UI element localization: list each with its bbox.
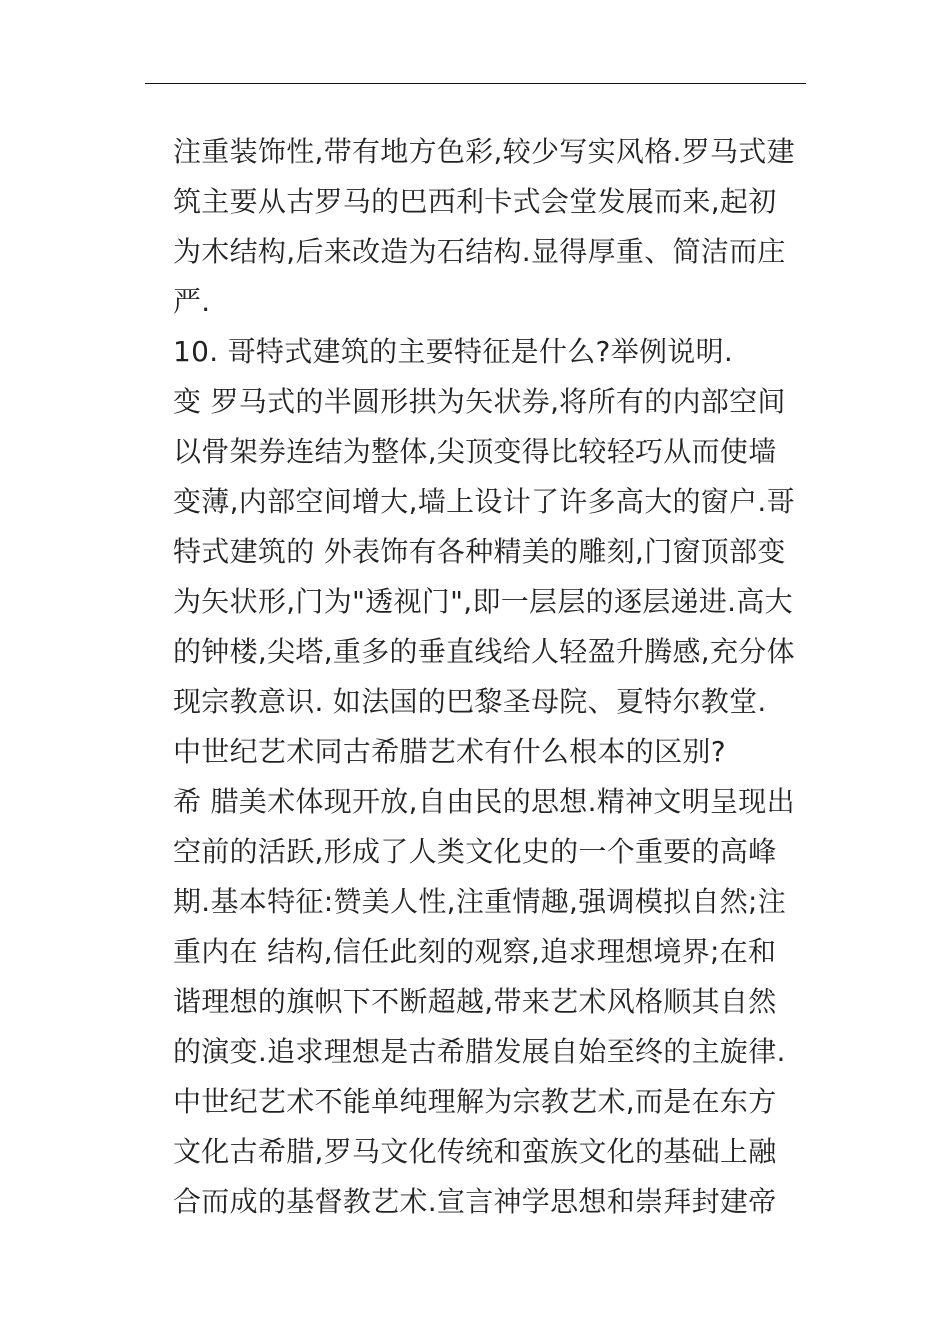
text-line: 筑主要从古罗马的巴西利卡式会堂发展而来,起初 bbox=[173, 185, 777, 218]
text-line: 特式建筑的 外表饰有各种精美的雕刻,门窗顶部变 bbox=[173, 535, 786, 568]
text-line: 的演变.追求理想是古希腊发展自始至终的主旋律. bbox=[173, 1035, 786, 1068]
text-line: 的钟楼,尖塔,重多的垂直线给人轻盈升腾感,充分体 bbox=[173, 635, 795, 668]
text-line: 希 腊美术体现开放,自由民的思想.精神文明呈现出 bbox=[173, 785, 795, 818]
text-line: 期.基本特征:赞美人性,注重情趣,强调模拟自然;注 bbox=[173, 885, 787, 918]
question-heading: 10. 哥特式建筑的主要特征是什么?举例说明. bbox=[173, 335, 734, 368]
text-line: 文化古希腊,罗马文化传统和蛮族文化的基础上融 bbox=[173, 1135, 777, 1168]
text-line: 注重装饰性,带有地方色彩,较少写实风格.罗马式建 bbox=[173, 135, 795, 168]
text-line: 谐理想的旗帜下不断超越,带来艺术风格顺其自然 bbox=[173, 985, 777, 1018]
text-line: 变 罗马式的半圆形拱为矢状券,将所有的内部空间 bbox=[173, 385, 786, 418]
text-line: 现宗教意识. 如法国的巴黎圣母院、夏特尔教堂. bbox=[173, 685, 767, 718]
text-line: 变薄,内部空间增大,墙上设计了许多高大的窗户.哥 bbox=[173, 485, 795, 518]
text-line: 严. bbox=[173, 285, 211, 318]
text-line: 为矢状形,门为"透视门",即一层层的逐层递进.高大 bbox=[173, 585, 793, 618]
text-line: 以骨架券连结为整体,尖顶变得比较轻巧从而使墙 bbox=[173, 435, 777, 468]
text-line: 重内在 结构,信任此刻的观察,追求理想境界;在和 bbox=[173, 935, 777, 968]
text-line: 合而成的基督教艺术.宣言神学思想和崇拜封建帝 bbox=[173, 1185, 777, 1218]
text-line: 为木结构,后来改造为石结构.显得厚重、简洁而庄 bbox=[173, 235, 786, 268]
document-body bbox=[173, 127, 813, 1227]
text-line: 中世纪艺术不能单纯理解为宗教艺术,而是在东方 bbox=[173, 1085, 777, 1118]
header-rule bbox=[145, 83, 806, 84]
text-line: 空前的活跃,形成了人类文化史的一个重要的高峰 bbox=[173, 835, 777, 868]
question-heading: 中世纪艺术同古希腊艺术有什么根本的区别? bbox=[173, 735, 726, 768]
